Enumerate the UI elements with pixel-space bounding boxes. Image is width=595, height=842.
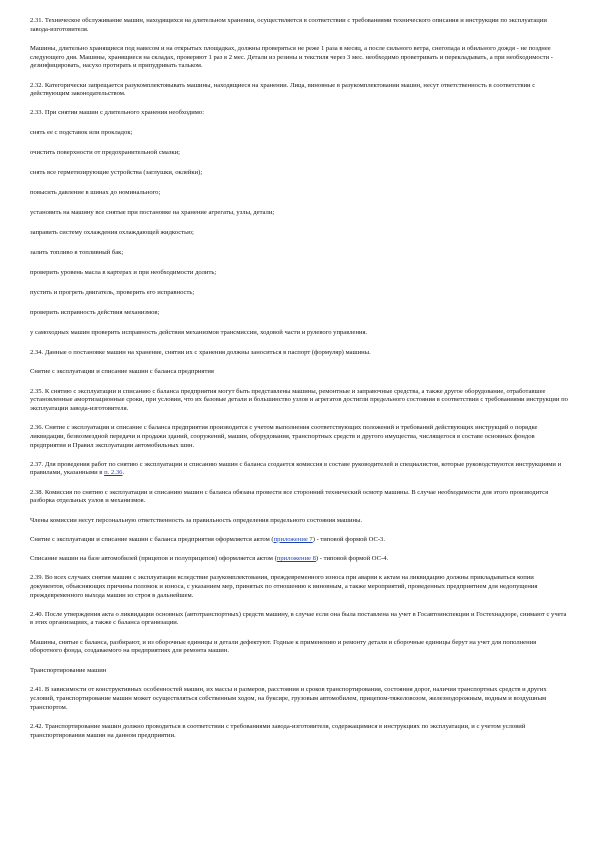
paragraph [30,536,568,545]
paragraph [30,574,568,600]
list-item [30,189,568,198]
paragraph-text: у самоходных машин проверить исправность действия механизмов трансмиссии, ходовой части и рулевого управления. [30,328,368,336]
paragraph-text: 2.37. Для проведения работ по снятию с эксплуатации и списанию машин с баланса создается комиссия в составе руководителей и специалистов, которые руководствуются инструкциями и правилами, указанными в [30,460,562,477]
paragraph [30,611,568,628]
paragraph [30,82,568,99]
document-body [30,17,568,751]
paragraph [30,424,568,450]
paragraph-text: 2.31. Техническое обслуживание машин, находящихся на длительном хранении, осуществляется в соответствии с требованиями технического описания и инструкции по эксплуатации завода-изготовителя. [30,17,547,33]
paragraph-text: Машины, снятые с баланса, разбирают, и из оборочные единицы и детали дефектуют. Годные к применению и ремонту детали и сборочные единицы берут на учет для пополнения оборотного фонда, создаваемого на предприятиях для ремонта машин. [30,638,537,655]
list-item [30,149,568,158]
list-item [30,269,568,278]
paragraph-text: 2.38. Комиссия по снятию с эксплуатации и списанию машин с баланса обязана провести все сторонний технический осмотр машины. В случае необходимости для этого производится разборка отдельных узлов и механизмов. [30,488,549,505]
paragraph-text: 2.39. Во всех случаях снятия машин с эксплуатации вследствие разукомплектования, преждевременного износа при аварии к актам на ликвидацию должны прикладываться копии документов, объясняющих причины поломок и износа, с указанием мер, принятых по отношению к виновным, а также мероприятий, проведенных предприятием для недопущения преждевременного выхода машин из строя в дальнейшем. [30,574,538,599]
paragraph-text: 2.34. Данные о постановке машин на хранение, снятии их с хранения должны заноситься в паспорт (формуляр) машины. [30,348,371,356]
paragraph-text: проверить уровень масла в картерах и при необходимости долить; [30,268,217,276]
paragraph [30,349,568,358]
paragraph-text: проверить исправность действия механизмов; [30,308,160,316]
paragraph-text: 2.35. К снятию с эксплуатации и списанию с баланса предприятия могут быть представлены машины, ремонтные и заправочные средства, а также другое оборудование, отработавшее установленные амортизационные сроки, при условии, что их базовые детали и большинство узлов и агрегатов достигли предельного состояния в соответствии с требованиями инструкции по эксплуатации завода-изготовителя. [30,387,568,412]
paragraph-text: ) - типовой формой ОС-3. [312,535,385,543]
list-item [30,129,568,138]
paragraph-text: очистить поверхности от предохранительной смазки; [30,148,180,156]
section-heading [30,368,568,377]
paragraph [30,555,568,564]
paragraph-text: . [122,469,125,477]
list-item [30,249,568,258]
list-item [30,169,568,178]
paragraph-text: 2.42. Транспортирование машин должно проводиться в соответствии с требованиями завода-изготовителя, содержащимися в инструкциях по эксплуатации, и с учетом условий транспортирования машин на данном предприятии. [30,722,526,739]
paragraph-text: Члены комиссии несут персональную ответственность за правильность определения предельного состояния машины. [30,516,363,524]
paragraph [30,109,568,118]
paragraph-text: 2.41. В зависимости от конструктивных особенностей машин, их массы и размеров, расстояния и сроков транспортирования, состояния дорог, наличия транспортных средств и других условий, транспортирование машин может осуществляться собственным ходом, на буксире, грузовым автомобилем, прицепом-тяжеловозом, железнодорожным, водным и воздушным транспортом. [30,686,547,711]
paragraph [30,45,568,71]
paragraph-text: снять все герметизирующие устройства (заглушки, оклейки); [30,168,203,176]
paragraph [30,489,568,506]
paragraph-text: Списание машин на базе автомобилей (прицепов и полуприцепов) оформляется актом ( [30,554,277,562]
paragraph-text: пустить и прогреть двигатель, проверить его исправность; [30,288,195,296]
paragraph [30,517,568,526]
paragraph [30,17,568,34]
paragraph [30,639,568,656]
paragraph-text: 2.36. Снятие с эксплуатации и списание с баланса предприятия производится с учетом выполнения соответствующих положений и требований действующих инструкций о порядке ликвидации, безвозмездной передачи и продажи зданий, сооружений, машин, оборудования, транспортных средств и другого имущества, числящегося в составе основных фондов предприятия и Правил эксплуатации автомобильных шин. [30,424,538,449]
paragraph-text: залить топливо в топливный бак; [30,248,124,256]
paragraph-text: повысить давление в шинах до номинального; [30,188,161,196]
paragraph-text: снять ее с подставок или прокладок; [30,128,133,136]
list-item [30,229,568,238]
paragraph-text: Транспортирование машин [30,666,107,674]
paragraph-text: 2.32. Категорически запрещается разукомплектовывать машины, находящиеся на хранении. Лица, виновные в разукомплектовании машин, несут ответственность в соответствии с действующим законодательством. [30,81,536,98]
paragraph-text: заправить систему охлаждения охлаждающей жидкостью; [30,228,194,236]
paragraph-text: ) - типовой формой ОС-4. [315,554,389,562]
paragraph [30,461,568,478]
paragraph-text: Снятие с эксплуатации и списание машин с баланса предприятия [30,367,214,375]
reference-link[interactable]: приложение 7 [273,535,313,543]
list-item [30,209,568,218]
paragraph [30,388,568,414]
reference-link[interactable]: п. 2.36 [104,469,123,477]
paragraph-text: Машины, длительно хранящиеся под навесом и на открытых площадках, должны проверяться не реже 1 раза в месяц, а после сильного ветра, снегопада и обильного дождя - не позднее следующего дня. Машины, хранящиеся на складах, проверяют 1 раз в 2 мес. Детали из резины и текстиля через 3 мес. необходимо проветривать и перекладывать, а при необходимости - дезинфицировать, насухо протирать и припудривать тальком. [30,44,554,70]
paragraph-text: Снятие с эксплуатации и списание машин с баланса предприятия оформляется актом ( [30,535,274,543]
paragraph-text: 2.40. После утверждения акта о ликвидации основных (автотранспортных) средств машину, в случае если она была поставлена на учет в Госавтоинспекции и Гостехнадзоре, снимают с учета в этих организациях, а также с баланса организации. [30,610,567,627]
section-heading [30,667,568,676]
paragraph [30,686,568,712]
paragraph-text: 2.33. При снятии машин с длительного хранения необходимо: [30,109,205,117]
list-item [30,289,568,298]
list-item [30,309,568,318]
paragraph-text: установить на машину все снятые при постановке на хранение агрегаты, узлы, детали; [30,208,275,216]
list-item [30,329,568,338]
paragraph [30,723,568,740]
reference-link[interactable]: приложение 8 [276,554,316,562]
